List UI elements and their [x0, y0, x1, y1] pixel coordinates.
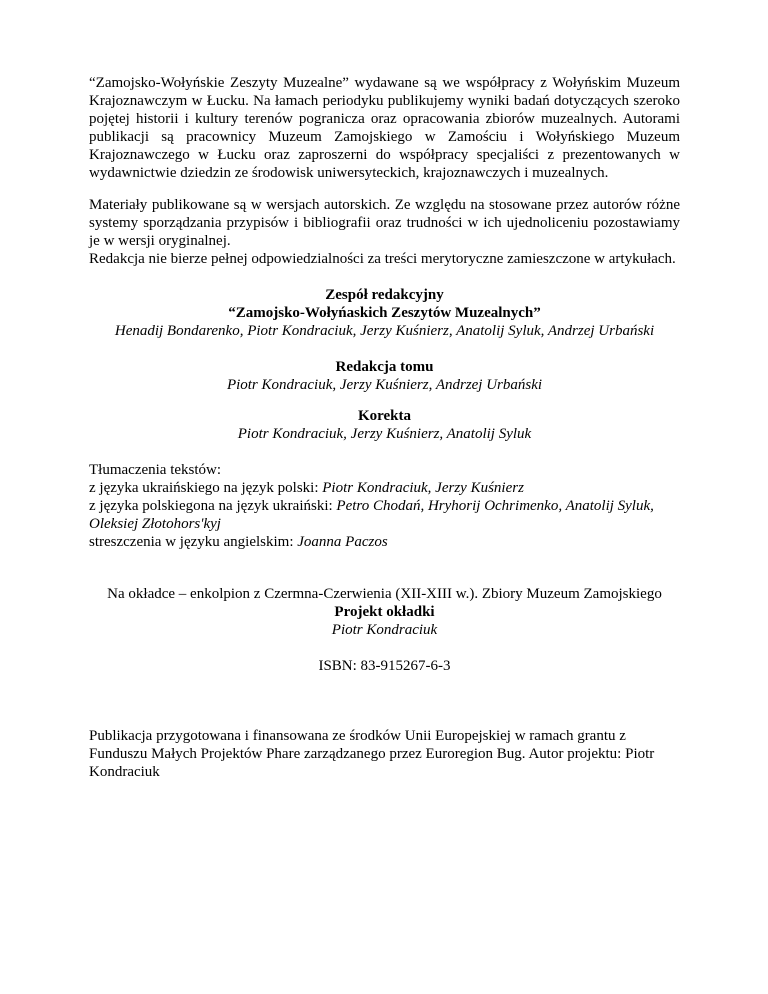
- intro-paragraph-3: Redakcja nie bierze pełnej odpowiedzialności za treści merytoryczne zamieszczone w artykułach.: [89, 251, 676, 267]
- proofreading-heading: Korekta: [357, 408, 412, 424]
- volume-editors-heading: Redakcja tomu: [335, 359, 434, 375]
- translation-label: streszczenia w języku angielskim:: [89, 534, 298, 550]
- funding-note: Publikacja przygotowana i finansowana ze środków Unii Europejskiej w ramach grantu z Funduszu Małych Projektów Phare zarządzanego przez Euroregion Bug. Autor projektu: Piotr Kondraciuk: [89, 728, 655, 780]
- proofreading-members: Piotr Kondraciuk, Jerzy Kuśnierz, Anatolij Syluk: [237, 426, 532, 442]
- editorial-team-journal-name: “Zamojsko-Wołyńaskich Zeszytów Muzealnych”: [228, 305, 541, 321]
- intro-paragraph-2: Materiały publikowane są w wersjach autorskich. Ze względu na stosowane przez autorów różne systemy sporządzania przypisów i bibliografii oraz trudności w ich ujednoliceniu pozostawiamy je w wersji oryginalnej.: [89, 197, 680, 249]
- proofreading-section: [89, 407, 680, 443]
- translator-names: Petro Chodań, Hryhorij Ochrimenko, Anatolij Syluk, Oleksiej Złotohors'kyj: [89, 498, 654, 532]
- editorial-team-members: Henadij Bondarenko, Piotr Kondraciuk, Jerzy Kuśnierz, Anatolij Syluk, Andrzej Urbański: [114, 323, 655, 339]
- translation-label: z języka polskiegona na język ukraiński:: [89, 498, 337, 514]
- translation-line-uk-pl: [89, 479, 680, 497]
- translations-heading: Tłumaczenia tekstów:: [89, 462, 222, 478]
- intro-paragraph-1: “Zamojsko-Wołyńskie Zeszyty Muzealne” wydawane są we współpracy z Wołyńskim Muzeum Krajoznawczym w Łucku. Na łamach periodyku publikujemy wyniki badań dotyczących szeroko pojętej historii i kultury terenów pogranicza oraz opracowania zbiorów muzealnych. Autorami publikacji są pracownicy Muzeum Zamojskiego w Zamościu i Wołyńskiego Muzeum Krajoznawczego w Łucku oraz zaproszerni do współpracy specjaliści z prezentowanych w wydawnictwie dziedzin ze środowisk uniwersyteckich, krajoznawczych i muzealnych.: [89, 75, 680, 181]
- cover-design-heading: Projekt okładki: [334, 604, 435, 620]
- cover-design-author: Piotr Kondraciuk: [331, 622, 438, 638]
- volume-editors-members: Piotr Kondraciuk, Jerzy Kuśnierz, Andrzej Urbański: [226, 377, 543, 393]
- cover-section: [89, 585, 680, 639]
- editorial-team-heading: Zespół redakcyjny: [325, 287, 444, 303]
- document-page: [89, 74, 680, 781]
- translator-names: Joanna Paczos: [297, 534, 388, 550]
- translation-line-pl-uk: [89, 497, 680, 533]
- cover-note: Na okładce – enkolpion z Czermna-Czerwienia (XII-XIII w.). Zbiory Muzeum Zamojskiego: [107, 586, 662, 602]
- intro-notes: [89, 196, 680, 268]
- translations-section: [89, 461, 680, 551]
- editorial-team-section: [89, 286, 680, 340]
- isbn: ISBN: 83-915267-6-3: [318, 658, 451, 674]
- translator-names: Piotr Kondraciuk, Jerzy Kuśnierz: [322, 480, 524, 496]
- translation-label: z języka ukraińskiego na język polski:: [89, 480, 323, 496]
- translation-line-abstracts: [89, 533, 680, 551]
- volume-editors-section: [89, 358, 680, 394]
